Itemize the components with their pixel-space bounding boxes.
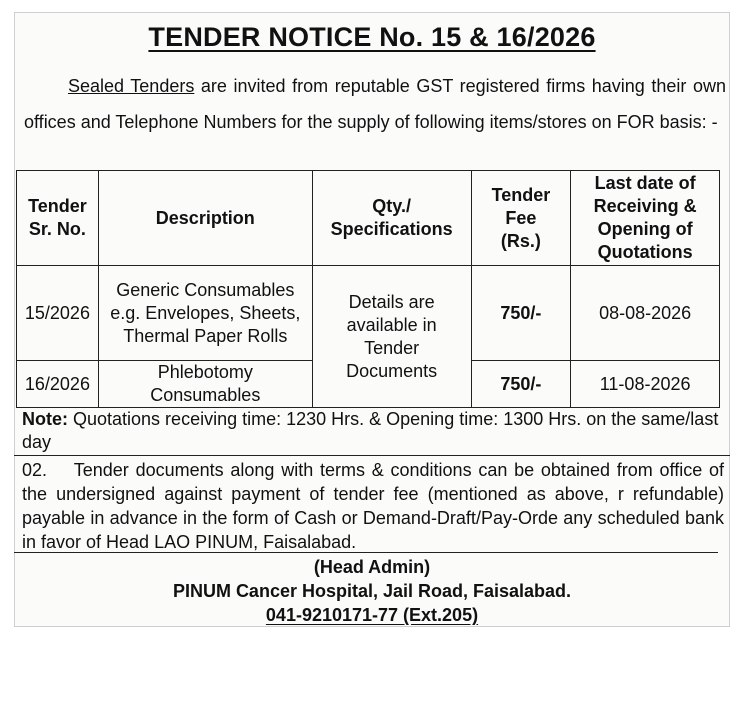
signature-organization: PINUM Cancer Hospital, Jail Road, Faisalabad.	[172, 581, 572, 601]
row2-last-date: 11-08-2026	[571, 361, 720, 408]
tender-notice-document	[14, 12, 730, 627]
header-last-date: Last date of Receiving & Opening of Quotations	[571, 171, 720, 266]
intro-paragraph	[24, 68, 726, 140]
intro-underlined-text: Sealed Tenders	[68, 76, 195, 96]
row2-description: Phlebotomy Consumables	[98, 361, 312, 408]
signature-designation: (Head Admin)	[313, 557, 431, 577]
row1-fee: 750/-	[471, 266, 571, 361]
divider	[14, 455, 730, 456]
signature-phone: 041-9210171-77 (Ext.205)	[265, 605, 479, 625]
note-paragraph	[22, 408, 724, 454]
table-row	[17, 266, 720, 361]
qty-details: Details are available in Tender Documents	[312, 266, 471, 408]
notice-title: TENDER NOTICE No. 15 & 16/2026	[148, 22, 596, 52]
note-label: Note:	[22, 409, 68, 429]
header-sr-no: Tender Sr. No.	[17, 171, 99, 266]
intro-text: are invited from reputable GST registered firms having their own offices and Telephone Numbers for the supply of following items/stores on FOR basis: -	[24, 76, 726, 132]
header-description: Description	[98, 171, 312, 266]
header-qty-specifications: Qty./ Specifications	[312, 171, 471, 266]
row1-description: Generic Consumables e.g. Envelopes, Sheets, Thermal Paper Rolls	[98, 266, 312, 361]
terms-paragraph: 02. Tender documents along with terms & conditions can be obtained from office of the undersigned against payment of tender fee (mentioned as above, r refundable) payable in advance in the form of Cash or Demand-Draft/Pay-Orde any scheduled bank in favor of Head LAO PINUM, Faisalabad.	[22, 460, 730, 552]
row1-last-date: 08-08-2026	[571, 266, 720, 361]
tender-table	[16, 170, 720, 408]
row1-sr-no: 15/2026	[17, 266, 99, 361]
row2-fee: 750/-	[471, 361, 571, 408]
note-text: Quotations receiving time: 1230 Hrs. & Opening time: 1300 Hrs. on the same/last day	[22, 409, 719, 452]
divider	[14, 552, 718, 553]
row2-sr-no: 16/2026	[17, 361, 99, 408]
table-header-row	[17, 171, 720, 266]
header-tender-fee: Tender Fee (Rs.)	[471, 171, 571, 266]
